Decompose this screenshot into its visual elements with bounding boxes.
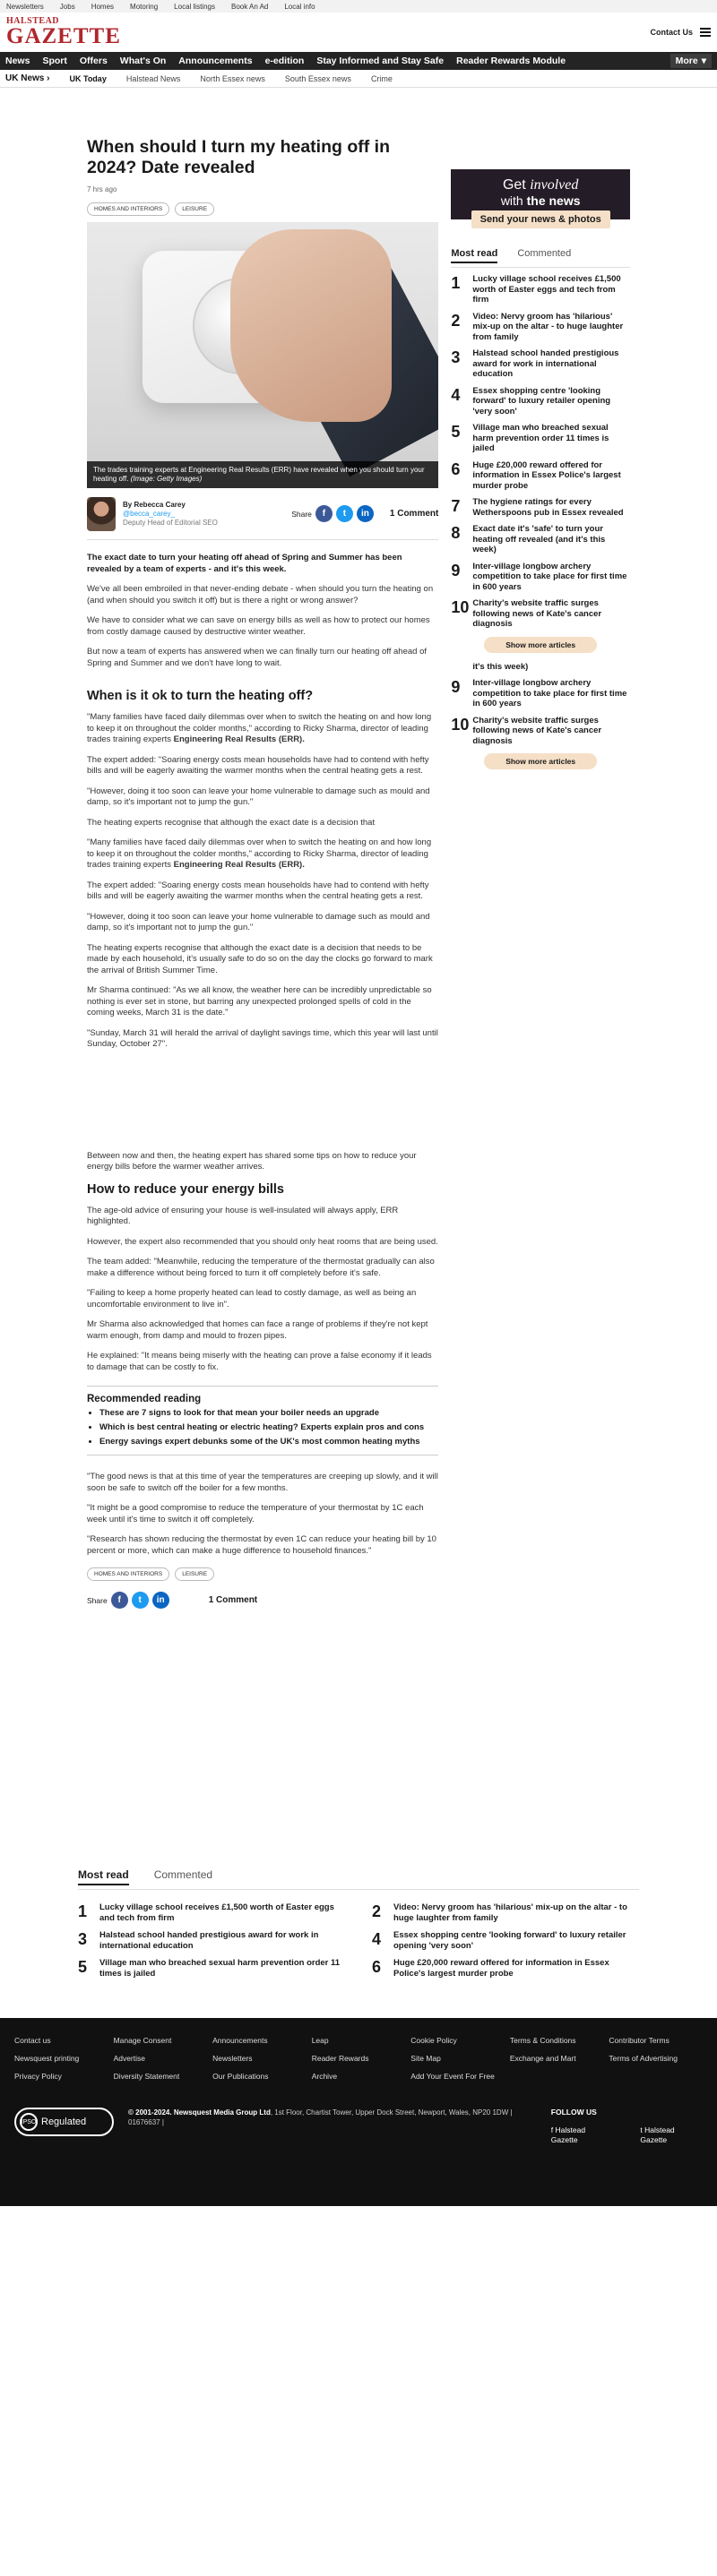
paragraph: "Research has shown reducing the thermostat by even 1C can reduce your heating bill by 10 percent or more, which can make a huge difference to household finances." (87, 1534, 436, 1556)
list-item-title: Essex shopping centre 'looking forward' to luxury retailer opening 'very soon' (393, 1930, 626, 1951)
subnav-item[interactable]: Halstead News (125, 73, 181, 83)
list-item-title: Video: Nervy groom has 'hilarious' mix-up on the altar - to huge laughter from family (472, 311, 624, 342)
list-item[interactable] (451, 598, 630, 630)
chevron-right-icon: › (47, 73, 50, 83)
list-item-number: 5 (451, 423, 461, 441)
list-item-title: Village man who breached sexual harm prevention order 11 times is jailed (99, 1958, 341, 1979)
footer-link[interactable]: Our Publications (212, 2072, 269, 2081)
list-item-number: 8 (451, 524, 461, 542)
recommended-link[interactable]: • Which is best central heating or electric heating? Experts explain pros and cons (99, 1422, 438, 1433)
copyright (128, 2108, 519, 2127)
ipso-logo-icon: IPSO (20, 2113, 38, 2131)
recommended-link[interactable]: • Energy savings expert debunks some of the UK's most common heating myths (99, 1437, 438, 1447)
share-label: Share (291, 509, 312, 519)
nav-item[interactable]: What's On (119, 56, 167, 66)
author-avatar (87, 497, 116, 531)
list-item-number: 5 (78, 1958, 88, 1976)
facebook-icon[interactable]: f (315, 505, 333, 522)
contact-us-label: Contact Us (650, 28, 693, 37)
promo-involved: involved (530, 177, 579, 193)
send-news-promo (451, 169, 630, 225)
list-item-number: 1 (451, 274, 461, 292)
utility-link[interactable]: Jobs (59, 2, 75, 11)
footer-link[interactable]: Terms & Conditions (509, 2036, 576, 2045)
tab-commented[interactable]: Commented (517, 248, 572, 259)
tab-most-read[interactable]: Most read (78, 1868, 129, 1885)
author-role: Deputy Head of Editorial SEO (123, 518, 218, 527)
paragraph: "The good news is that at this time of year the temperatures are creeping up slowly, and it will soon be safe to switch off the boiler for a few months. (87, 1472, 438, 1493)
subnav-item[interactable]: South Essex news (284, 73, 351, 83)
nav-item[interactable]: Stay Informed and Stay Safe (316, 56, 445, 66)
more-menu-button[interactable] (670, 54, 712, 68)
bottom-tabs (78, 1868, 639, 1890)
list-item-title: The hygiene ratings for every Wetherspoons pub in Essex revealed (472, 497, 624, 518)
list-item-title: Video: Nervy groom has 'hilarious' mix-up on the altar - to huge laughter from family (393, 1902, 627, 1923)
list-item[interactable] (451, 274, 630, 305)
err-link[interactable]: Engineering Real Results (ERR). (173, 734, 305, 744)
paragraph: The team added: "Meanwhile, reducing the temperature of the thermostat gradually can also make a difference without being forced to turn it off completely before it's safe. (87, 1257, 435, 1278)
bottom-most-read (0, 1868, 717, 1979)
copyright-owner: © 2001-2024. Newsquest Media Group Ltd (128, 2108, 271, 2117)
follow-us-title: FOLLOW US (550, 2108, 597, 2117)
nav-item[interactable]: Offers (79, 56, 108, 66)
list-item-number: 4 (451, 385, 461, 404)
promo-with: with (500, 193, 523, 208)
contact-us-link[interactable] (650, 28, 711, 37)
paragraph: "It might be a good compromise to reduce the temperature of your thermostat by 1C each week until it's time to switch it off completely. (87, 1503, 424, 1524)
subnav-item[interactable]: Crime (370, 73, 393, 83)
utility-bar (0, 0, 717, 13)
subnav-item[interactable]: North Essex news (200, 73, 265, 83)
list-item-title: Huge £20,000 reward offered for information in Essex Police's largest murder probe (472, 459, 621, 491)
list-item-title: Halstead school handed prestigious award for work in international education (99, 1930, 319, 1951)
hero-image (87, 222, 438, 488)
subnav-section[interactable] (5, 73, 49, 83)
comments-link[interactable]: 1 Comment (389, 509, 439, 519)
list-item[interactable] (78, 1958, 345, 1979)
hand-image (230, 229, 392, 422)
paragraph: The age-old advice of ensuring your house is well-insulated will always apply, ERR highlighted. (87, 1205, 399, 1226)
list-item[interactable] (451, 312, 630, 343)
masthead (0, 13, 717, 52)
list-item-number: 2 (372, 1902, 382, 1920)
paragraph: The expert added: "Soaring energy costs mean households have had to contend with hefty bills and will be eagerly awaiting the warmer months when the central heating gets a rest. (87, 754, 429, 776)
list-item[interactable] (372, 1930, 639, 1951)
list-item-number: 1 (78, 1902, 88, 1920)
footer-link[interactable]: Manage Consent (113, 2036, 172, 2045)
list-item[interactable] (451, 524, 630, 555)
utility-link[interactable]: Local listings (174, 2, 215, 11)
follow-us (551, 2108, 703, 2145)
section-heading: How to reduce your energy bills (87, 1181, 284, 1197)
subnav-item[interactable]: UK Today (69, 73, 107, 83)
twitter-icon[interactable]: t (336, 505, 353, 522)
article-title: When should I turn my heating off in 2024? Date revealed (87, 137, 390, 177)
most-read-tabs (451, 248, 630, 268)
paragraph (87, 712, 438, 746)
paragraph: "Failing to keep a home properly heated can lead to costly damage, as well as being an uncomfortable environment to live in". (87, 1288, 417, 1309)
share-bar-bottom (87, 1592, 438, 1609)
footer-link[interactable]: Newsquest printing (14, 2054, 80, 2063)
paragraph: The heating experts recognise that although the exact date is a decision that (87, 817, 376, 828)
tab-commented[interactable]: Commented (153, 1868, 213, 1881)
article-lead: The exact date to turn your heating off ahead of Spring and Summer has been revealed by a team of experts - and it's this week. (87, 553, 402, 574)
list-item[interactable] (372, 1902, 639, 1923)
article-tags (87, 202, 438, 216)
logo-line1: HALSTEAD (6, 16, 60, 27)
caption-credit: (Image: Getty Images) (130, 475, 203, 483)
recommended-link[interactable]: • These are 7 signs to look for that mean your boiler needs an upgrade (99, 1408, 438, 1419)
site-logo[interactable] (6, 17, 121, 47)
linkedin-icon[interactable]: in (152, 1592, 169, 1609)
utility-link[interactable]: Motoring (130, 2, 159, 11)
most-read-list (451, 274, 630, 630)
quote-text: "Many families have faced daily dilemmas over when to switch the heating on and how long to keep it on throughout the colder months," according to Ricky Sharma, director of leading trades training experts (87, 712, 432, 744)
logo-line2: GAZETTE (6, 23, 121, 48)
footer-link[interactable]: Add Your Event For Free (410, 2072, 495, 2081)
list-item[interactable] (451, 497, 630, 518)
twitter-follow-label: Halstead Gazette (640, 2125, 675, 2144)
paragraph: "Sunday, March 31 will herald the arrival of daylight savings time, which this year will last until Sunday, October 27". (87, 1027, 438, 1049)
section-heading: When is it ok to turn the heating off? (87, 689, 314, 703)
footer-link[interactable]: Diversity Statement (113, 2072, 180, 2081)
footer-link[interactable]: Contact us (14, 2036, 51, 2045)
author-twitter-handle[interactable]: @becca_carey_ (123, 509, 175, 518)
list-item[interactable] (451, 423, 630, 454)
caption-text: The trades training experts at Engineering Real Results (ERR) have revealed when you should turn your heating off. (93, 466, 425, 483)
list-item[interactable] (451, 678, 630, 709)
list-item-title: Huge £20,000 reward offered for information in Essex Police's largest murder probe (393, 1958, 609, 1979)
twitter-follow-link[interactable]: t Halstead Gazette (640, 2125, 675, 2144)
footer-link[interactable]: Terms of Advertising (609, 2054, 678, 2063)
more-label: More (675, 56, 698, 66)
share-bar (291, 505, 438, 522)
list-item-title: Charity's website traffic surges following news of Kate's cancer diagnosis (472, 598, 602, 629)
list-item[interactable] (451, 348, 630, 380)
list-item-title: Inter-village longbow archery competition to take place for first time in 600 years (472, 678, 627, 708)
utility-link[interactable]: Homes (91, 2, 115, 11)
utility-link[interactable]: Local info (284, 2, 315, 11)
tag-link[interactable]: HOMES AND INTERIORS (87, 1567, 169, 1581)
list-item-title: Lucky village school receives £1,500 worth of Easter eggs and tech from firm (99, 1902, 334, 1923)
byline (87, 497, 438, 540)
list-item-number: 3 (451, 348, 461, 366)
main-nav (0, 52, 717, 70)
list-item[interactable] (451, 662, 630, 673)
paragraph: He explained: "It means being miserly with the heating can prove a false economy if it leads to damage that can be costly to fix. (87, 1351, 432, 1372)
subnav-section-label: UK News (5, 73, 45, 83)
twitter-icon[interactable]: t (132, 1592, 149, 1609)
footer (0, 2018, 717, 2206)
paragraph: We've all been embroiled in that never-ending debate - when should you turn the heating on (and when should you switch it off) but is there a right or wrong answer? (87, 584, 434, 605)
footer-link[interactable]: Privacy Policy (14, 2072, 62, 2081)
list-item-title: Village man who breached sexual harm prevention order 11 times is jailed (472, 423, 609, 453)
nav-item[interactable]: Sport (42, 56, 67, 66)
footer-link[interactable]: Cookie Policy (410, 2036, 457, 2045)
list-item-number: 4 (372, 1930, 382, 1948)
chevron-down-icon: ▾ (701, 56, 706, 66)
footer-links (14, 2036, 703, 2081)
show-more-button[interactable]: Show more articles (484, 637, 597, 653)
footer-link[interactable]: Newsletters (212, 2054, 253, 2063)
list-item-number: 7 (451, 497, 461, 515)
bottom-most-read-grid (78, 1895, 639, 1979)
paragraph: "However, doing it too soon can leave your home vulnerable to damage such as mould and damp, so it's important not to jump the gun." (87, 786, 430, 807)
nav-item[interactable]: Reader Rewards Module (456, 56, 566, 66)
tag-link[interactable]: HOMES AND INTERIORS (87, 202, 169, 216)
paragraph: The heating experts recognise that although the exact date is a decision that needs to be made by each household, it's usually safe to do so on the day the clocks go forward to mark the arrival of British Summer Time. (87, 942, 433, 975)
promo-the-news: the news (526, 193, 581, 208)
paragraph (87, 837, 438, 872)
facebook-follow-link[interactable]: f Halstead Gazette (550, 2125, 586, 2144)
list-item-number: 6 (372, 1958, 382, 1976)
paragraph: But now a team of experts has answered when we can finally turn our heating off ahead of Spring and Summer and we don't have long to wait. (87, 647, 428, 668)
footer-link[interactable]: Reader Rewards (311, 2054, 369, 2063)
author-name[interactable]: By Rebecca Carey (123, 500, 186, 509)
list-item-number: 10 (451, 598, 470, 616)
list-item-number: 9 (451, 678, 461, 696)
ipso-badge[interactable] (14, 2108, 114, 2136)
footer-link[interactable]: Advertise (113, 2054, 145, 2063)
article (87, 88, 438, 1609)
article-body (87, 553, 438, 1557)
paragraph: Mr Sharma also acknowledged that homes can face a range of problems if they're not kept warm enough, from damp and mould to frozen pipes. (87, 1319, 428, 1341)
show-more-button[interactable]: Show more articles (484, 753, 597, 769)
utility-link[interactable]: Book An Ad (230, 2, 269, 11)
list-item-number: 6 (451, 459, 461, 478)
tag-link[interactable]: LEISURE (175, 1567, 214, 1581)
paragraph: We have to consider what we can save on energy bills as well as how to protect our homes from costly damage caused by destructive winter weather. (87, 615, 430, 637)
paragraph: However, the expert also recommended that you should only heat rooms that are being used. (87, 1236, 438, 1247)
tag-link[interactable]: LEISURE (175, 202, 214, 216)
footer-link[interactable]: Contributor Terms (609, 2036, 669, 2045)
list-item[interactable] (451, 386, 630, 417)
list-item[interactable] (372, 1958, 639, 1979)
article-age: 7 hrs ago (87, 185, 117, 193)
list-item[interactable] (451, 460, 630, 492)
list-item-title: Charity's website traffic surges following news of Kate's cancer diagnosis (472, 715, 602, 746)
ipso-label: Regulated (41, 2117, 87, 2127)
list-item-number: 9 (451, 561, 461, 580)
list-item[interactable] (451, 716, 630, 747)
facebook-icon[interactable]: f (111, 1592, 128, 1609)
menu-icon[interactable] (700, 28, 711, 37)
promo-get: Get (502, 177, 526, 193)
copyright-address: , 1st Floor, Chartist Tower, Upper Dock Street, Newport, Wales, NP20 1DW | 01676637 | (128, 2108, 513, 2126)
article-tags-bottom (87, 1567, 438, 1581)
sidebar (451, 88, 630, 1609)
footer-link[interactable]: Exchange and Mart (509, 2054, 576, 2063)
footer-link[interactable]: Archive (311, 2072, 338, 2081)
nav-item[interactable]: News (5, 56, 30, 66)
list-item-title: it's this week) (472, 661, 529, 672)
nav-item[interactable]: e-edition (264, 56, 305, 66)
footer-link[interactable]: Announcements (212, 2036, 268, 2045)
err-link[interactable]: Engineering Real Results (ERR). (173, 860, 305, 870)
tab-most-read[interactable]: Most read (451, 248, 497, 263)
nav-item[interactable]: Announcements (178, 56, 253, 66)
footer-link[interactable]: Leap (311, 2036, 329, 2045)
list-item-title: Inter-village longbow archery competition to take place for first time in 600 years (472, 561, 627, 592)
facebook-follow-label: Halstead Gazette (550, 2125, 586, 2144)
sub-nav (0, 70, 717, 88)
share-label: Share (87, 1595, 108, 1605)
paragraph: Mr Sharma continued: "As we all know, the weather here can be incredibly unpredictable so nothing is ever set in stone, but barring any unexpected prolonged spells of cold in the coming weeks, March 31 is the date." (87, 985, 432, 1018)
most-read-list-repeat (451, 662, 630, 747)
list-item-number: 2 (451, 311, 461, 330)
footer-link[interactable]: Site Map (410, 2054, 441, 2063)
list-item-title: Exact date it's 'safe' to turn your heating off revealed (and it's this week) (472, 524, 606, 554)
list-item[interactable] (451, 562, 630, 593)
list-item[interactable] (78, 1902, 345, 1923)
list-item-number: 10 (451, 715, 470, 734)
quote-text: "Many families have faced daily dilemmas over when to switch the heating on and how long to keep it on throughout the colder months," according to Ricky Sharma, director of leading trades training experts (87, 837, 432, 870)
list-item-number: 3 (78, 1930, 88, 1948)
ad-slot (87, 1051, 438, 1142)
comments-link[interactable]: 1 Comment (208, 1595, 258, 1605)
send-news-button[interactable]: Send your news & photos (471, 210, 610, 228)
utility-link[interactable]: Newsletters (6, 2, 44, 11)
recommended-title: Recommended reading (87, 1386, 438, 1404)
paragraph: Between now and then, the heating expert has shared some tips on how to reduce your energy bills before the warmer weather arrives. (87, 1150, 417, 1172)
list-item-title: Essex shopping centre 'looking forward' to luxury retailer opening 'very soon' (472, 385, 611, 416)
image-caption (87, 461, 438, 488)
paragraph: "However, doing it too soon can leave your home vulnerable to damage such as mould and damp, so it's important not to jump the gun." (87, 911, 430, 932)
recommended-reading (87, 1386, 438, 1455)
list-item-title: Halstead school handed prestigious award for work in international education (472, 348, 619, 379)
list-item-title: Lucky village school receives £1,500 worth of Easter eggs and tech from firm (472, 274, 621, 305)
linkedin-icon[interactable]: in (357, 505, 374, 522)
list-item[interactable] (78, 1930, 345, 1951)
paragraph: The expert added: "Soaring energy costs mean households have had to contend with hefty bills and will be eagerly awaiting the warmer months when the central heating gets a rest. (87, 880, 429, 901)
